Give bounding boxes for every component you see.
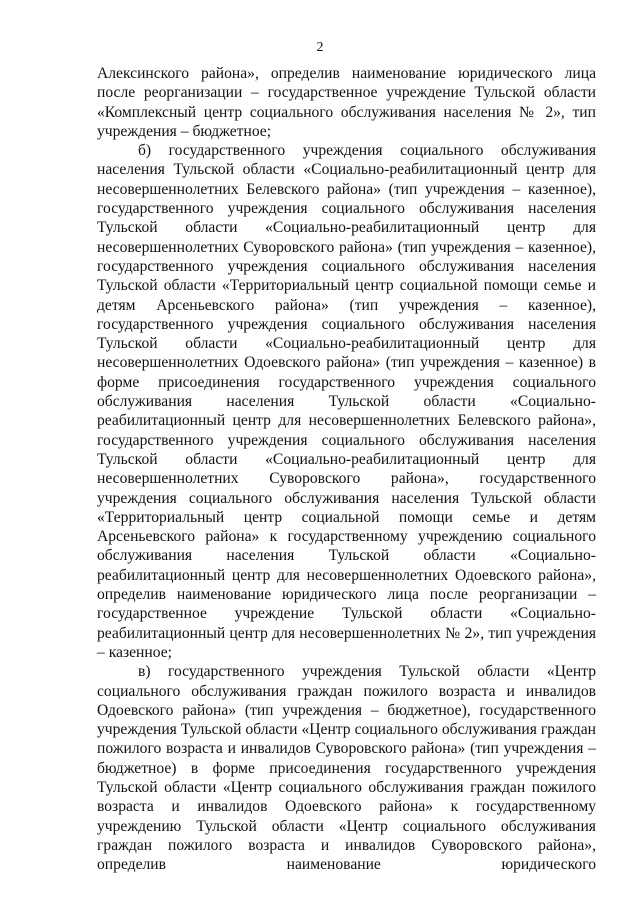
paragraph-item-v: в) государственного учреждения Тульской области «Центр социального обслуживания граждан пожилого возраста и инвалидов Одоевского района» (тип учреждения – бюджетное), государственного учреждения Тульской области «Центр социального обслуживания граждан пожилого возраста и инвалидов Суворовского района» (тип учреждения – бюджетное) в форме присоединения государственного учреждения Тульской области «Центр социального обслуживания граждан пожилого возраста и инвалидов Одоевского района» к государственному учреждению Тульской области «Центр социального обслуживания граждан пожилого возраста и инвалидов Суворовского района», определив наименование юридического: [97, 663, 596, 874]
paragraph-item-b: б) государственного учреждения социального обслуживания населения Тульской области «Социально-реабилитационный центр для несовершеннолетних Белевского района» (тип учреждения – казенное), государственного учреждения социального обслуживания населения Тульской области «Социально-реабилитационный центр для несовершеннолетних Суворовского района» (тип учреждения – казенное), государственного учреждения социального обслуживания населения Тульской области «Территориальный центр социальной помощи семье и детям Арсеньевского района» (тип учреждения – казенное), государственного учреждения социального обслуживания населения Тульской области «Социально-реабилитационный центр для несовершеннолетних Одоевского района» (тип учреждения – казенное) в форме присоединения государственного учреждения социального обслуживания населения Тульской области «Социально-реабилитационный центр для несовершеннолетних Белевского района», государственного учреждения социального обслуживания населения Тульской области «Социально-реабилитационный центр для несовершеннолетних Суворовского района», государственного учреждения социального обслуживания населения Тульской области «Территориальный центр социальной помощи семье и детям Арсеньевского района» к государственному учреждению социального обслуживания населения Тульской области «Социально-реабилитационный центр для несовершеннолетних Одоевского района», определив наименование юридического лица после реорганизации – государственное учреждение Тульской области «Социально-реабилитационный центр для несовершеннолетних № 2», тип учреждения – казенное;: [97, 142, 596, 661]
document-body: [97, 64, 596, 874]
page-number: 2: [316, 40, 324, 55]
paragraph-continuation: Алексинского района», определив наименование юридического лица после реорганизации – государственное учреждение Тульской области «Комплексный центр социального обслуживания населения № 2», тип учреждения – бюджетное;: [97, 65, 596, 140]
